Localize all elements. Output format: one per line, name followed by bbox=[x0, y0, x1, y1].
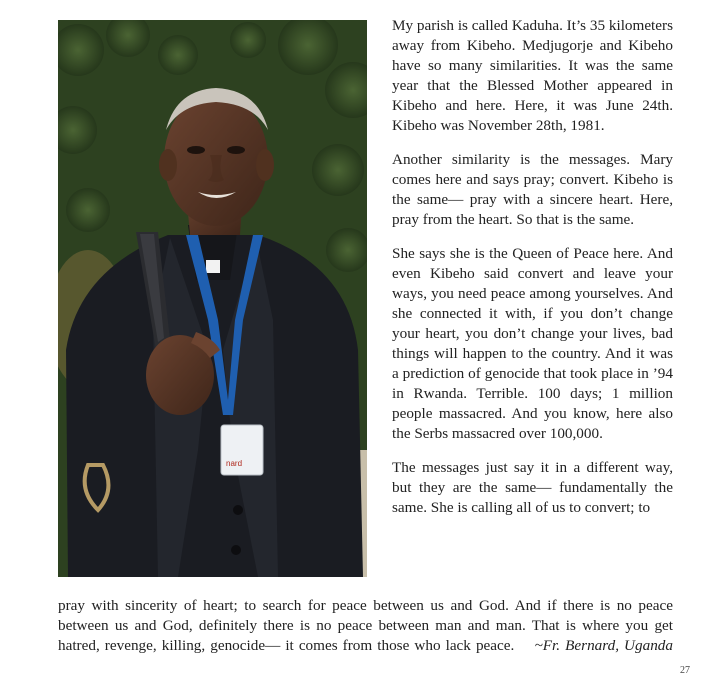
signature: ~Fr. Bernard, Uganda bbox=[534, 637, 673, 654]
paragraph: The messages just say it in a different way, but they are the same— fundamentally the same. She is calling all of us to convert; to bbox=[392, 459, 673, 516]
paragraph: My parish is called Kaduha. It’s 35 kilometers away from Kibeho. Medjugorje and Kibeho have so many similarities. It was the same year that the Blessed Mother appeared in Kibeho and here. Here, it was June 24th. Kibeho was November 28th, 1981. bbox=[392, 17, 673, 134]
priest-photo bbox=[58, 20, 367, 577]
continued-paragraph bbox=[58, 596, 673, 656]
paragraph: Another similarity is the messages. Mary comes here and says pray; convert. Kibeho is the same— pray with a sincere heart. Here, pray from the heart. So that is the same. bbox=[392, 151, 673, 228]
paragraph-continuation: pray with sincerity of heart; to search for peace between us and God. And if there is no peace between us and God, definitely there is no peace between man and man. That is where you get hatred, revenge, killing, genocide— it comes from those who lack peace. bbox=[58, 597, 673, 654]
paragraph: She says she is the Queen of Peace here. And even Kibeho said convert and leave your ways, you need peace among yourselves. And she connected it with, if you don’t change your heart, you don’t change your lives, bad things will happen to the country. And it was a prediction of genocide that took place in ’94 in Rwanda. Terrible. 100 days; 1 million people massacred. And you know, here also the Serbs massacred over 100,000. bbox=[392, 245, 673, 442]
badge-text: nard bbox=[226, 459, 243, 468]
text-column bbox=[392, 16, 673, 532]
page-number: 27 bbox=[680, 665, 690, 676]
